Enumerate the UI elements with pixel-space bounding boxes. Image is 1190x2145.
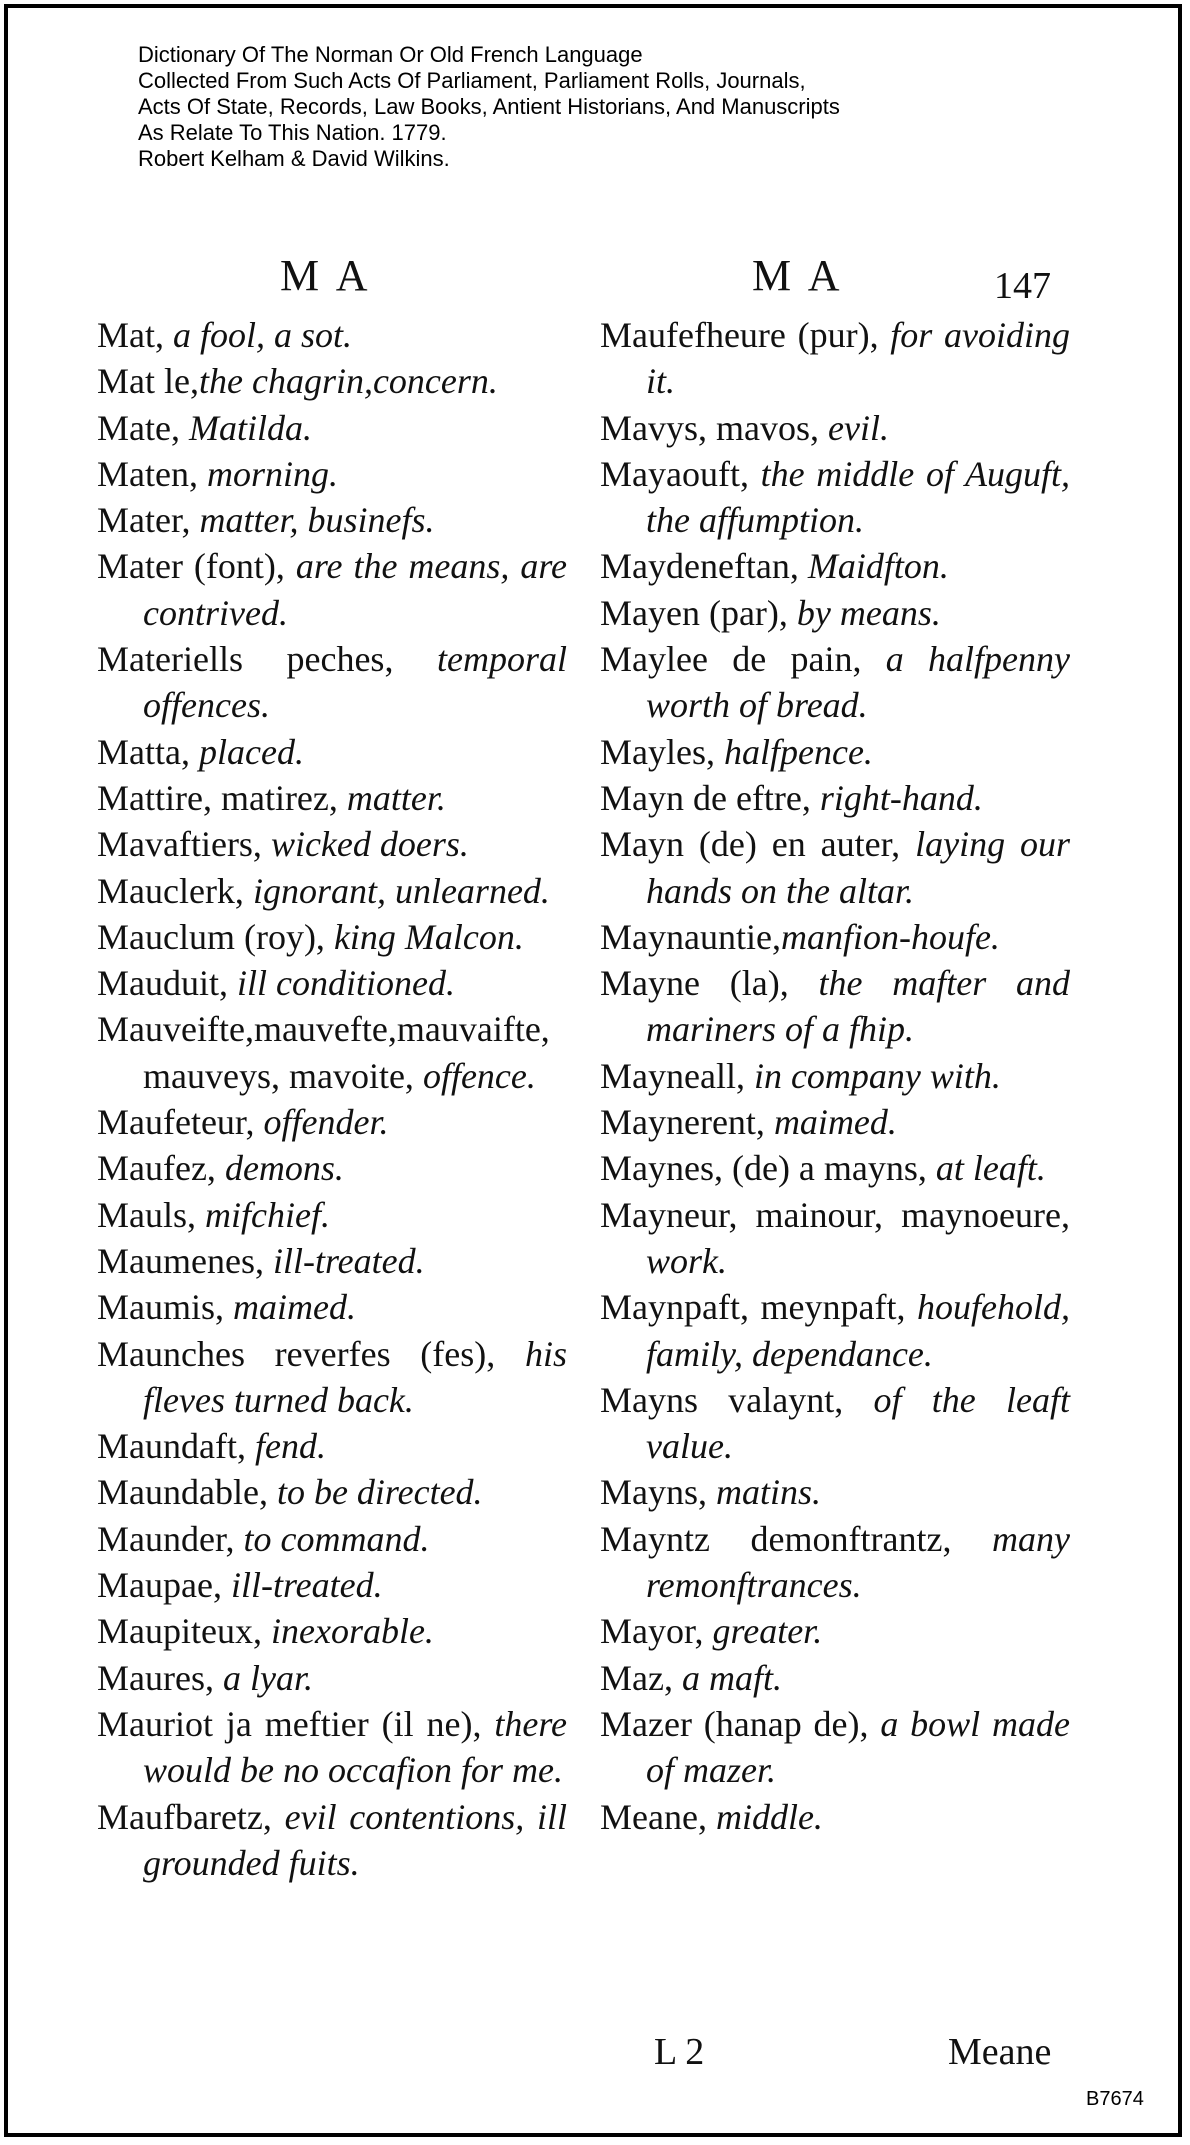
entry-headword: Mat,	[97, 315, 164, 355]
entry-headword: Mayen (par),	[600, 592, 788, 633]
entry-headword: Mauls,	[97, 1194, 196, 1235]
entry-headword: Maylee de pain,	[600, 639, 862, 680]
entry-headword: Mayn (de) en auter,	[600, 824, 901, 865]
dictionary-entry	[600, 729, 1070, 775]
entry-definition: matter.	[337, 777, 446, 818]
entry-definition: the mafter and mariners of a fhip.	[646, 963, 1070, 1050]
dictionary-entry	[600, 960, 1070, 1053]
entry-headword: Mauclerk,	[97, 870, 244, 911]
entry-definition: mifchief.	[196, 1194, 330, 1235]
dictionary-entry	[97, 312, 567, 358]
entry-headword: Mattire, matirez,	[97, 777, 338, 818]
entry-headword: Mayneur, mainour, maynoeure,	[600, 1194, 1070, 1235]
dictionary-entry	[600, 1701, 1070, 1794]
entry-definition: ill-treated.	[263, 1240, 425, 1281]
dictionary-entry	[600, 821, 1070, 914]
entry-headword: Mayns valaynt,	[600, 1379, 844, 1420]
dictionary-entry	[600, 543, 1070, 589]
dictionary-entry	[97, 729, 567, 775]
entry-definition: evil contentions, ill grounded fuits.	[143, 1796, 567, 1883]
entry-headword: Maten,	[97, 453, 198, 494]
dictionary-entry	[97, 1794, 567, 1887]
entry-definition: many remonftrances.	[646, 1518, 1070, 1606]
entry-headword: Maufefheure (pur),	[600, 315, 879, 355]
entry-headword: Maynerent,	[600, 1102, 765, 1143]
entry-headword: Maundable,	[97, 1472, 268, 1513]
entry-definition: ill conditioned.	[228, 963, 455, 1004]
dictionary-entry	[97, 1562, 567, 1608]
dictionary-entry	[97, 1655, 567, 1701]
entry-definition: to command.	[234, 1518, 430, 1559]
entry-definition: a fool, a sot.	[164, 315, 353, 355]
entry-headword: Mayns,	[600, 1472, 707, 1513]
dictionary-entry	[97, 405, 567, 451]
dictionary-entry	[97, 960, 567, 1006]
entry-definition: morning.	[197, 453, 338, 494]
entry-headword: Maundaft,	[97, 1426, 246, 1467]
dictionary-entry	[97, 1192, 567, 1238]
entry-headword: Mayne (la),	[600, 963, 789, 1004]
dictionary-entry	[600, 405, 1070, 451]
entry-headword: Mayneall,	[600, 1055, 745, 1096]
entry-headword: Maynes, (de) a mayns,	[600, 1148, 927, 1189]
dictionary-entry	[600, 1794, 1070, 1840]
dictionary-entry	[600, 1377, 1070, 1470]
entry-headword: Maunder,	[97, 1518, 235, 1559]
dictionary-entry	[600, 1655, 1070, 1701]
entry-headword: Maynpaft, meynpaft,	[600, 1287, 906, 1328]
entry-headword: Mayaouft,	[600, 453, 749, 494]
entry-headword: Maupae,	[97, 1565, 222, 1606]
entry-definition: a maft.	[672, 1657, 782, 1698]
entry-definition: his fleves turned back.	[143, 1333, 567, 1420]
scan-code: B7674	[1086, 2088, 1144, 2110]
entry-definition: right-hand.	[810, 777, 983, 818]
dictionary-entry	[600, 1516, 1070, 1609]
dictionary-entry	[97, 451, 567, 497]
entry-headword: Mavys, mavos,	[600, 407, 819, 448]
dictionary-entry	[97, 1238, 567, 1284]
entry-definition: for avoiding it.	[646, 315, 1070, 402]
entry-definition: the chagrin,concern.	[198, 361, 498, 402]
entry-definition: houfehold, family, dependance.	[646, 1287, 1071, 1374]
signature-mark: L 2	[654, 2031, 705, 2073]
entry-definition: temporal offences.	[143, 639, 567, 726]
dictionary-entry	[600, 590, 1070, 636]
entry-headword: Mauveifte,mauvefte,mauvaifte, mauveys, mavoite,	[97, 1009, 550, 1096]
entry-headword: Maynauntie,	[600, 916, 781, 957]
entry-definition: manfion-houfe.	[780, 916, 1000, 957]
entry-definition: maimed.	[764, 1102, 897, 1143]
entry-definition: to be directed.	[267, 1472, 483, 1513]
entry-headword: Mayles,	[600, 731, 715, 772]
dictionary-entry	[600, 1145, 1070, 1191]
entry-definition: a bowl made of mazer.	[646, 1703, 1070, 1791]
entry-definition: a halfpenny worth of bread.	[646, 639, 1070, 726]
entry-definition: of the leaft value.	[646, 1379, 1070, 1467]
header-line: As Relate To This Nation. 1779.	[138, 120, 447, 145]
dictionary-entry	[600, 636, 1070, 729]
header-line: Acts Of State, Records, Law Books, Antient Historians, And Manuscripts	[138, 94, 840, 119]
entry-definition: laying our hands on the altar.	[646, 824, 1070, 911]
entry-definition: placed.	[189, 731, 304, 772]
entry-headword: Mauriot ja meftier (il ne),	[97, 1703, 482, 1744]
running-head-right: M A	[752, 251, 844, 300]
entry-definition: work.	[646, 1240, 727, 1281]
entry-definition: inexorable.	[261, 1611, 434, 1652]
entry-definition: at leaft.	[926, 1148, 1046, 1189]
entry-headword: Maupiteux,	[97, 1611, 262, 1652]
header-line: Collected From Such Acts Of Parliament, Parliament Rolls, Journals,	[138, 68, 806, 93]
entry-definition: there would be no occafion for me.	[143, 1703, 568, 1791]
entry-headword: Mazer (hanap de),	[600, 1703, 869, 1744]
entry-definition: halfpence.	[714, 731, 873, 772]
entry-headword: Maumis,	[97, 1287, 225, 1328]
entry-headword: Mayntz demonftrantz,	[600, 1518, 952, 1559]
entry-definition: wicked doers.	[261, 824, 469, 865]
entry-definition: matter, businefs.	[190, 500, 435, 541]
dictionary-entry	[97, 1284, 567, 1330]
dictionary-entry	[600, 775, 1070, 821]
dictionary-entry	[97, 636, 567, 729]
left-column	[97, 312, 567, 1886]
entry-headword: Mauclum (roy),	[97, 916, 325, 957]
entry-definition: king Malcon.	[324, 916, 524, 957]
entry-headword: Maufbaretz,	[97, 1796, 272, 1837]
entry-definition: matins.	[707, 1472, 822, 1513]
entry-definition: demons.	[215, 1148, 344, 1189]
entry-headword: Maydeneftan,	[600, 546, 799, 587]
entry-headword: Mater (font),	[97, 546, 285, 587]
page-number: 147	[994, 265, 1051, 307]
entry-headword: Maufeteur,	[97, 1102, 255, 1143]
entry-headword: Maz,	[600, 1657, 673, 1698]
dictionary-entry	[97, 775, 567, 821]
dictionary-entry	[600, 451, 1070, 544]
right-column	[600, 312, 1070, 1840]
entry-headword: Mayn de eftre,	[600, 777, 811, 818]
dictionary-entry	[97, 1423, 567, 1469]
dictionary-entry	[600, 1284, 1070, 1377]
dictionary-entry	[97, 868, 567, 914]
entry-headword: Mayor,	[600, 1611, 704, 1652]
dictionary-entry	[97, 543, 567, 636]
entry-definition: Matilda.	[179, 407, 312, 448]
dictionary-entry	[600, 1192, 1070, 1285]
entry-definition: Maidfton.	[798, 546, 949, 587]
entry-definition: in company with.	[744, 1055, 1001, 1096]
dictionary-entry	[600, 1053, 1070, 1099]
dictionary-entry	[97, 1701, 567, 1794]
entry-definition: offender.	[254, 1102, 389, 1143]
dictionary-entry	[97, 821, 567, 867]
entry-definition: maimed.	[224, 1287, 356, 1328]
entry-headword: Mat le,	[97, 361, 199, 402]
entry-definition: are the means, are contrived.	[143, 546, 567, 633]
entry-headword: Maunches reverfes (fes),	[97, 1333, 496, 1374]
entry-definition: a lyar.	[213, 1657, 313, 1698]
entry-definition: middle.	[706, 1796, 823, 1837]
dictionary-entry	[97, 1006, 567, 1099]
catchword: Meane	[948, 2031, 1052, 2073]
entry-headword: Mater,	[97, 500, 191, 541]
entry-definition: the middle of Auguft, the affumption.	[646, 453, 1070, 541]
entry-definition: offence.	[413, 1055, 536, 1096]
dictionary-entry	[97, 1608, 567, 1654]
entry-definition: ignorant, unlearned.	[243, 870, 550, 911]
dictionary-entry	[97, 1516, 567, 1562]
dictionary-entry	[600, 312, 1070, 405]
dictionary-entry	[600, 1469, 1070, 1515]
entry-definition: evil.	[819, 407, 889, 448]
header-line: Robert Kelham & David Wilkins.	[138, 146, 450, 171]
dictionary-entry	[600, 1099, 1070, 1145]
dictionary-entry	[97, 1145, 567, 1191]
entry-headword: Matta,	[97, 731, 190, 772]
dictionary-entry	[97, 1469, 567, 1515]
dictionary-entry	[600, 914, 1070, 960]
entry-definition: greater.	[703, 1611, 823, 1652]
dictionary-entry	[600, 1608, 1070, 1654]
entry-headword: Materiells peches,	[97, 639, 394, 680]
document-header	[138, 42, 1038, 172]
entry-headword: Maufez,	[97, 1148, 216, 1189]
entry-headword: Mavaftiers,	[97, 824, 262, 865]
header-line: Dictionary Of The Norman Or Old French Language	[138, 42, 643, 67]
dictionary-entry	[97, 1099, 567, 1145]
running-head-left: M A	[280, 251, 372, 300]
entry-headword: Maumenes,	[97, 1240, 264, 1281]
entry-headword: Meane,	[600, 1796, 707, 1837]
entry-definition: by means.	[787, 592, 941, 633]
dictionary-entry	[97, 914, 567, 960]
entry-definition: ill-treated.	[221, 1565, 383, 1606]
dictionary-entry	[97, 358, 567, 404]
dictionary-entry	[97, 497, 567, 543]
entry-headword: Mauduit,	[97, 963, 228, 1004]
entry-definition: fend.	[245, 1426, 326, 1467]
entry-headword: Mate,	[97, 407, 180, 448]
dictionary-entry	[97, 1331, 567, 1424]
entry-headword: Maures,	[97, 1657, 214, 1698]
